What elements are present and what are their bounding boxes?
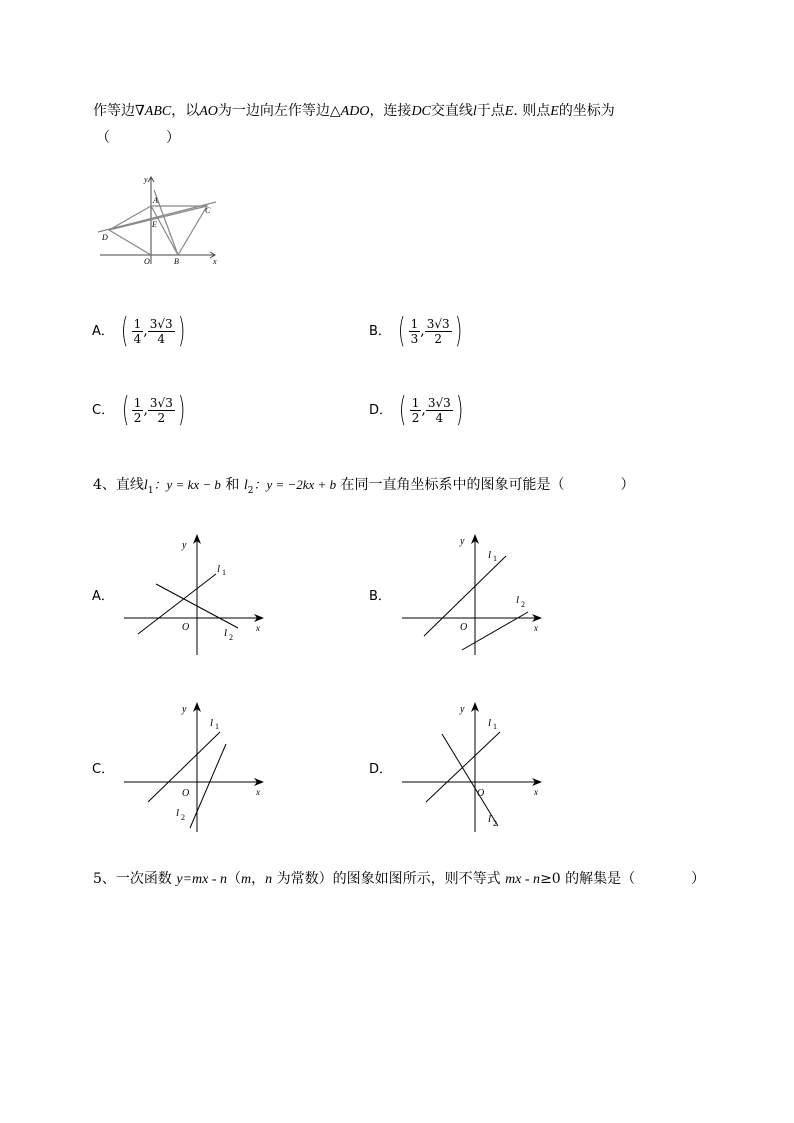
q3-option-a[interactable]: A． ( $\frac{1}{4}$ , $\frac{3√3}{4}$ ) <box>92 311 185 351</box>
q4-equation-1: ：y = kx − b <box>153 477 221 492</box>
q3-label-o: O <box>144 257 150 266</box>
q4-graph-c <box>120 698 270 836</box>
q3-option-c-label: C． <box>92 403 115 418</box>
svg-text:l: l <box>210 717 214 729</box>
svg-text:O: O <box>182 622 190 633</box>
q3-label-d: D <box>102 233 108 242</box>
q3-label-x: x <box>213 257 217 266</box>
svg-text:x: x <box>534 623 538 633</box>
q4-stem: 4、直线$l_1$：y = kx − b 和 $l_2$：y = −2kx + b 在同一直角坐标系中的图象可能是（ ） <box>93 477 635 496</box>
q3-stem-text-5: 交直线 <box>430 103 473 119</box>
svg-text:1: 1 <box>215 722 219 731</box>
q4-option-b-label[interactable]: B． <box>369 589 391 604</box>
svg-text:y: y <box>182 540 187 551</box>
q4-equation-2: ：y = −2kx + b <box>253 477 337 492</box>
svg-text:l: l <box>176 807 180 819</box>
q3-figure <box>94 170 224 270</box>
q3-segment-dc-shape <box>109 206 207 230</box>
q4-graph-b <box>398 530 548 660</box>
svg-text:O: O <box>460 622 468 633</box>
q5-inequality: mx - n <box>505 872 541 887</box>
q3-label-a: A <box>153 196 158 205</box>
q3-stem-text-1: 作等边 <box>93 103 135 119</box>
q3-point-e: E <box>504 104 514 119</box>
q3-segment-ao: AO <box>199 104 218 119</box>
q5-function: y=mx - n <box>176 872 228 887</box>
svg-text:x: x <box>256 623 260 633</box>
q3-line-l: l <box>472 104 477 119</box>
q3-option-b-label: B． <box>369 324 391 339</box>
q5-number: 5、 <box>93 871 116 887</box>
q3-stem-text-7: . 则点 <box>513 103 551 119</box>
q3-option-a-label: A． <box>92 324 114 339</box>
q3-triangle-ado-shape <box>109 206 151 255</box>
svg-text:1: 1 <box>222 568 226 577</box>
svg-text:l: l <box>217 563 221 575</box>
q3-option-d-label: D． <box>369 403 393 418</box>
q4-option-d-label[interactable]: D． <box>369 762 393 777</box>
svg-text:l: l <box>224 627 228 639</box>
svg-text:y: y <box>460 704 465 715</box>
q3-label-e: E <box>152 220 157 229</box>
svg-text:O: O <box>477 788 485 799</box>
q3-triangle-ado: △ADO <box>329 104 370 119</box>
q4-graph-d <box>398 698 548 836</box>
q3-segment-dc: DC <box>411 104 431 119</box>
svg-text:2: 2 <box>229 633 233 642</box>
q3-stem <box>93 100 615 120</box>
q4-number: 4、 <box>93 477 116 493</box>
q4d-line-l1 <box>426 732 500 802</box>
svg-text:2: 2 <box>181 813 185 822</box>
q4-option-a-label[interactable]: A． <box>92 589 114 604</box>
svg-text:l: l <box>516 594 520 606</box>
svg-text:l: l <box>488 717 492 729</box>
q3-stem-text-6: 于点 <box>476 103 505 119</box>
q3-blank: （ ） <box>96 130 180 146</box>
svg-text:y: y <box>182 704 187 715</box>
svg-text:y: y <box>460 536 465 547</box>
q4-graph-a <box>120 530 270 660</box>
svg-text:l: l <box>488 813 492 825</box>
q3-option-b[interactable]: B． ( $\frac{1}{3}$ , $\frac{3√3}{2}$ ) <box>369 311 462 351</box>
q3-option-c[interactable]: C． ( $\frac{1}{2}$ , $\frac{3√3}{2}$ ) <box>92 390 186 430</box>
q3-label-y: y <box>144 175 148 184</box>
svg-text:x: x <box>256 787 260 797</box>
q4-option-c-label[interactable]: C． <box>92 762 115 777</box>
svg-text:2: 2 <box>493 819 497 828</box>
q5-stem: 5、一次函数 y=mx - n（m，n 为常数）的图象如图所示，则不等式 mx - n≥0 的解集是（ ） <box>93 871 706 887</box>
q3-point-e-2: E <box>550 104 559 119</box>
q4a-line-l1 <box>138 574 216 634</box>
svg-text:1: 1 <box>493 722 497 731</box>
svg-text:1: 1 <box>493 554 497 563</box>
q3-stem-text-2: ，以 <box>171 103 200 119</box>
q3-triangle-abc: ∇ABC <box>135 104 172 119</box>
svg-text:O: O <box>182 788 190 799</box>
q3-stem-text-8: 的坐标为 <box>558 103 615 119</box>
q3-label-b: B <box>174 257 179 266</box>
svg-text:x: x <box>534 787 538 797</box>
q3-option-d[interactable]: D． ( $\frac{1}{2}$ , $\frac{3√3}{4}$ ) <box>369 390 464 430</box>
q3-stem-text-4: ，连接 <box>369 103 412 119</box>
svg-text:l: l <box>488 549 492 561</box>
q3-stem-text-3: 为一边向左作等边 <box>217 103 330 119</box>
svg-text:2: 2 <box>521 600 525 609</box>
q3-label-c: C <box>205 206 211 215</box>
